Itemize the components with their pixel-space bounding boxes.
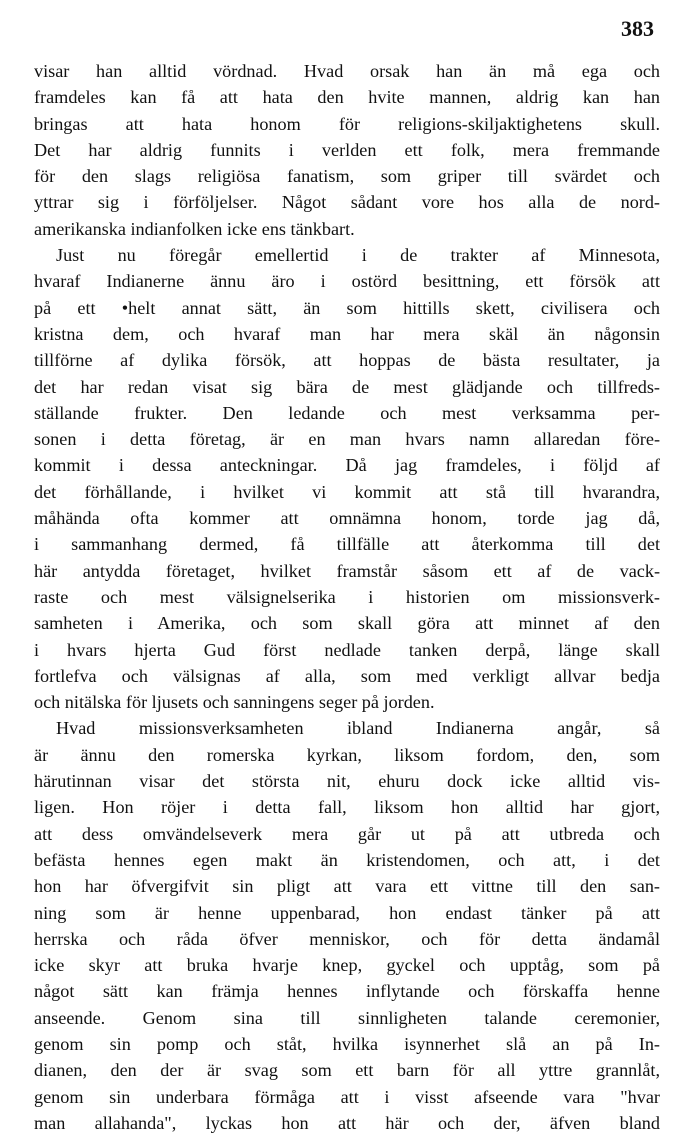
text-line: är ännu den romerska kyrkan, liksom fordom, den, som [34,744,660,765]
text-line: kristna dem, och hvaraf man har mera skäl än någonsin [34,323,660,344]
text-line: tillförne af dylika försök, att hoppas de bästa resultater, ja [34,350,660,371]
text-line: visar han alltid vördnad. Hvad orsak han än må ega och [34,61,660,81]
text-line: och nitälska för ljusets och sanningens seger på jorden. [34,692,435,713]
text-line: fortlefva och välsignas af alla, som med verkligt allvar bedja [34,665,660,686]
text-line: det har redan visat sig bära de mest glädjande och tillfreds- [34,376,660,397]
text-line: raste och mest välsignelserika i historien om missionsverk- [34,586,660,607]
text-line: sonen i detta företag, är en man hvars namn allaredan före- [34,429,660,450]
text-line: i hvars hjerta Gud först nedlade tanken derpå, länge skall [34,639,660,660]
text-line: yttrar sig i förföljelser. Något sådant vore hos alla de nord- [34,192,660,213]
text-line: ligen. Hon röjer i detta fall, liksom hon alltid har gjort, [34,797,660,818]
page-number: 383 [621,16,654,41]
text-line: herrska och råda öfver menniskor, och för detta ändamål [34,928,660,949]
text-line: amerikanska indianfolken icke ens tänkbart. [34,218,355,239]
text-line: att dess omvändelseverk mera går ut på att utbreda och [34,823,660,844]
text-line: dianen, den der är svag som ett barn för all yttre grannlåt, [34,1060,660,1081]
text-line: Det har aldrig funnits i verlden ett folk, mera fremmande [34,139,660,160]
text-line: Hvad missionsverksamheten ibland Indianerna angår, så [56,718,660,739]
body-text [34,58,660,1136]
text-line: genom sin underbara förmåga att i visst afseende vara "hvar [34,1086,660,1107]
text-line: man allahanda", lyckas hon att här och der, äfven bland [34,1112,660,1133]
text-line: hvaraf Indianerne ännu äro i ostörd besittning, ett försök att [34,271,660,292]
text-line: något sätt kan främja hennes inflytande och förskaffa henne [34,981,660,1002]
text-line: härutinnan visar det största nit, ehuru dock icke alltid vis- [34,771,660,792]
text-line: samheten i Amerika, och som skall göra att minnet af den [34,613,660,634]
text-line: för den slags religiösa fanatism, som griper till svärdet och [34,166,660,187]
text-line: Just nu föregår emellertid i de trakter af Minnesota, [56,245,660,266]
text-line: icke skyr att bruka hvarje knep, gyckel och upptåg, som på [34,955,660,976]
text-line: måhända ofta kommer att omnämna honom, torde jag då, [34,508,660,529]
text-line: anseende. Genom sina till sinnligheten talande ceremonier, [34,1007,660,1028]
text-line: i sammanhang dermed, få tillfälle att återkomma till det [34,534,660,555]
text-line: framdeles kan få att hata den hvite mannen, aldrig kan han [34,87,660,108]
text-line: bringas att hata honom för religions-skiljaktighetens skull. [34,113,660,134]
text-line: på ett •helt annat sätt, än som hittills skett, civilisera och [34,297,660,318]
text-line: det förhållande, i hvilket vi kommit att stå till hvarandra, [34,481,660,502]
text-line: kommit i dessa anteckningar. Då jag framdeles, i följd af [34,455,660,476]
text-line: befästa hennes egen makt än kristendomen, och att, i det [34,849,660,870]
text-line: hon har öfvergifvit sin pligt att vara ett vittne till den san- [34,876,660,897]
text-line: här antydda företaget, hvilket framstår såsom ett af de vack- [34,560,660,581]
text-line: ning som är henne uppenbarad, hon endast tänker på att [34,902,660,923]
text-line: ställande frukter. Den ledande och mest verksamma per- [34,402,660,423]
text-line: genom sin pomp och ståt, hvilka isynnerhet slå an på In- [34,1033,660,1054]
